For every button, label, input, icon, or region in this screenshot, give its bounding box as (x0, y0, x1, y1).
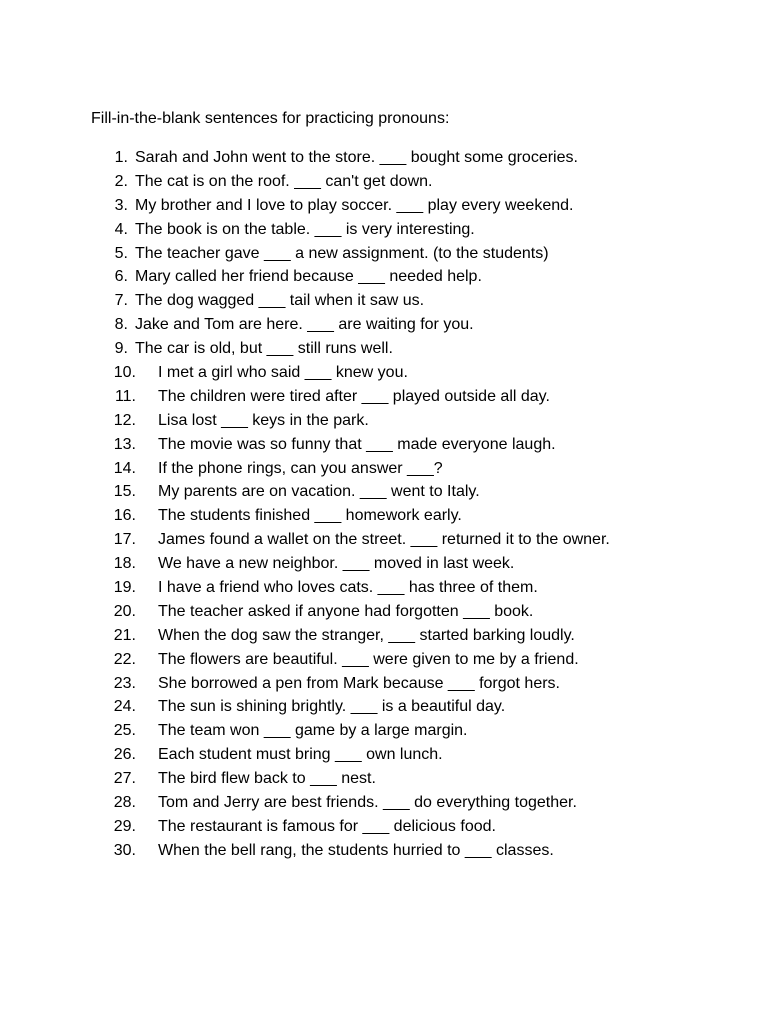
list-item (0, 315, 768, 339)
item-text: Sarah and John went to the store. ___ bought some groceries. (135, 149, 578, 166)
list-item (0, 148, 768, 172)
item-text: The students finished ___ homework early. (158, 507, 462, 525)
item-text: The team won ___ game by a large margin. (158, 722, 468, 740)
item-text: Lisa lost ___ keys in the park. (158, 411, 369, 429)
item-number: 26. (113, 746, 136, 764)
list-item (0, 291, 768, 315)
item-text: When the dog saw the stranger, ___ started barking loudly. (158, 626, 575, 644)
list-item (0, 554, 768, 578)
item-number: 4. (114, 220, 128, 238)
list-item (0, 817, 768, 841)
list-item (0, 172, 768, 196)
list-item (0, 841, 768, 865)
item-text: She borrowed a pen from Mark because ___ forgot hers. (158, 674, 560, 692)
item-text: The dog wagged ___ tail when it saw us. (135, 292, 425, 310)
item-text: The sun is shining brightly. ___ is a beautiful day. (158, 698, 506, 716)
item-number: 19. (113, 579, 136, 597)
list-item (0, 650, 768, 674)
item-text: The teacher asked if anyone had forgotten ___ book. (158, 602, 534, 620)
item-number: 8. (114, 316, 128, 334)
item-number: 15. (113, 483, 136, 501)
item-text: Tom and Jerry are best friends. ___ do everything together. (158, 794, 577, 812)
item-text: The car is old, but ___ still runs well. (135, 340, 393, 358)
item-number: 5. (114, 244, 128, 262)
item-number: 10. (113, 364, 136, 382)
item-number: 23. (113, 674, 136, 692)
item-number: 20. (113, 602, 136, 620)
exercise-list (0, 148, 768, 865)
item-number: 6. (114, 268, 128, 286)
list-item (0, 506, 768, 530)
item-number: 27. (113, 770, 136, 788)
item-text: The teacher gave ___ a new assignment. (to the students) (135, 244, 549, 262)
item-text: Each student must bring ___ own lunch. (158, 746, 443, 764)
item-number: 21. (113, 626, 136, 644)
item-text: The cat is on the roof. ___ can't get down. (135, 172, 433, 190)
item-number: 7. (114, 292, 128, 310)
item-text: The children were tired after ___ played outside all day. (158, 387, 550, 405)
list-item (0, 411, 768, 435)
list-item (0, 267, 768, 291)
item-text: Jake and Tom are here. ___ are waiting for you. (135, 316, 474, 334)
list-item (0, 363, 768, 387)
list-item (0, 721, 768, 745)
list-item (0, 578, 768, 602)
item-number: 2. (114, 172, 128, 190)
item-number: 18. (113, 555, 136, 573)
item-number: 3. (114, 196, 128, 214)
item-number: 17. (113, 531, 136, 549)
list-item (0, 626, 768, 650)
list-item (0, 602, 768, 626)
item-text: The bird flew back to ___ nest. (158, 770, 376, 788)
item-text: My brother and I love to play soccer. ___ play every weekend. (135, 196, 574, 214)
item-text: I met a girl who said ___ knew you. (158, 364, 408, 382)
list-item (0, 793, 768, 817)
item-text: Mary called her friend because ___ needed help. (135, 268, 482, 286)
item-text: The movie was so funny that ___ made everyone laugh. (158, 435, 556, 453)
list-item (0, 244, 768, 268)
list-item (0, 196, 768, 220)
item-number: 9. (114, 340, 128, 358)
item-text: We have a new neighbor. ___ moved in last week. (158, 555, 515, 573)
list-item (0, 697, 768, 721)
item-number: 29. (113, 817, 136, 835)
item-text: If the phone rings, can you answer ___? (158, 459, 443, 477)
list-item (0, 387, 768, 411)
item-number: 13. (113, 435, 136, 453)
list-item (0, 769, 768, 793)
item-text: James found a wallet on the street. ___ returned it to the owner. (158, 531, 610, 549)
list-item (0, 435, 768, 459)
list-item (0, 674, 768, 698)
item-text: When the bell rang, the students hurried to ___ classes. (158, 841, 554, 859)
item-number: 11. (114, 387, 136, 405)
list-item (0, 482, 768, 506)
item-text: My parents are on vacation. ___ went to Italy. (158, 483, 480, 501)
item-text: The flowers are beautiful. ___ were given to me by a friend. (158, 650, 579, 668)
item-number: 22. (113, 650, 136, 668)
item-number: 24. (113, 698, 136, 716)
item-number: 28. (113, 794, 136, 812)
list-item (0, 459, 768, 483)
item-text: The book is on the table. ___ is very interesting. (135, 220, 475, 238)
item-number: 14. (113, 459, 136, 477)
item-text: The restaurant is famous for ___ delicious food. (158, 817, 496, 835)
list-item (0, 745, 768, 769)
list-item (0, 220, 768, 244)
item-number: 12. (113, 411, 136, 429)
item-number: 30. (113, 841, 136, 859)
item-text: I have a friend who loves cats. ___ has three of them. (158, 579, 538, 597)
list-item (0, 339, 768, 363)
document-heading: Fill-in-the-blank sentences for practicing pronouns: (91, 110, 450, 127)
item-number: 1. (114, 149, 128, 166)
item-number: 25. (113, 722, 136, 740)
item-number: 16. (113, 507, 136, 525)
list-item (0, 530, 768, 554)
